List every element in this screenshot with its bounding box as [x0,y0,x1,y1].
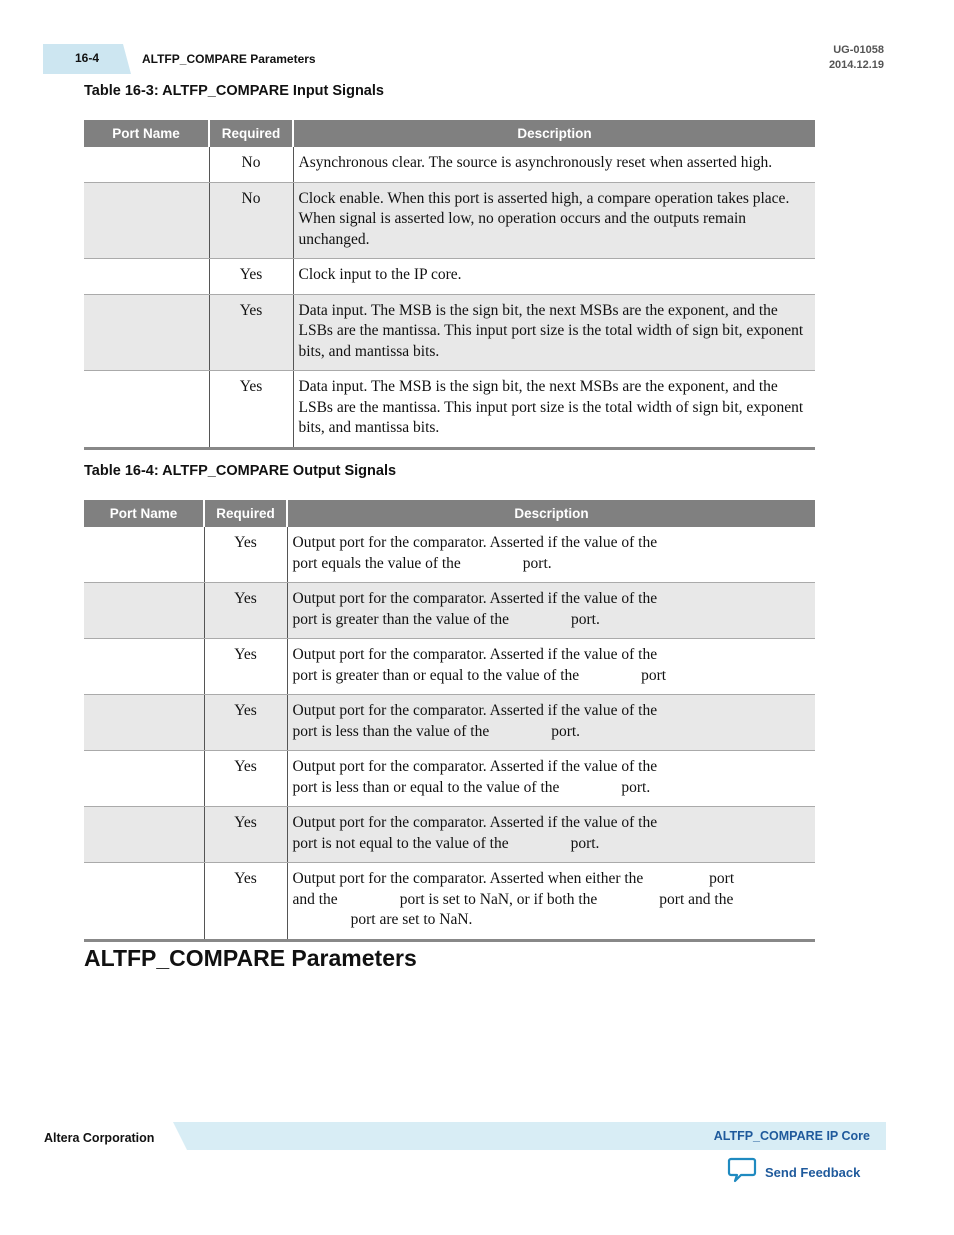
table-row [84,695,815,751]
footer-document-title: ALTFP_COMPARE IP Core [713,1129,870,1143]
description-line: port is less than the value of the port. [292,722,581,740]
speech-bubble-icon [727,1156,757,1189]
table-header-row [84,500,815,527]
page-number: 16-4 [75,51,100,65]
required-cell: Yes [209,294,293,371]
table-row [84,294,815,371]
running-header-title: ALTFP_COMPARE Parameters [142,52,316,66]
table-header-row [84,120,815,147]
description-cell: Clock enable. When this port is asserted high, a compare operation takes place. When signal is asserted low, no operation occurs and the outputs remain unchanged. [293,182,815,259]
description-line: Output port for the comparator. Asserted if the value of the [292,814,658,831]
port-name-cell [84,807,204,863]
send-feedback-label: Send Feedback [765,1164,861,1180]
port-name-cell [84,371,209,449]
output-signals-table [84,500,815,942]
port-name-cell [84,863,204,941]
table-row [84,371,815,449]
description-line: port is not equal to the value of the port. [292,834,600,852]
table-row [84,147,815,182]
description-cell [287,527,815,583]
description-cell [287,639,815,695]
table-row [84,259,815,295]
column-header-required: Required [204,500,287,527]
description-cell: Data input. The MSB is the sign bit, the next MSBs are the exponent, and the LSBs are the mantissa. This input port size is the total width of sign bit, exponent bits, and mantissa bits. [298,378,804,436]
required-cell: Yes [204,583,287,639]
input-table-caption: Table 16-3: ALTFP_COMPARE Input Signals [84,83,384,99]
description-cell [287,695,815,751]
description-line: Output port for the comparator. Asserted if the value of the [292,702,658,719]
column-header-description: Description [287,500,815,527]
description-line: port equals the value of the port. [292,554,552,572]
table-row [84,863,815,941]
description-cell: Data input. The MSB is the sign bit, the next MSBs are the exponent, and the LSBs are the mantissa. This input port size is the total width of sign bit, exponent bits, and mantissa bits. [293,294,815,371]
required-cell: Yes [204,695,287,751]
table-row [84,751,815,807]
description-line: and the port is set to NaN, or if both the port and the [292,890,734,908]
footer-company: Altera Corporation [44,1131,155,1145]
description-cell: Asynchronous clear. The source is asynchronously reset when asserted high. [293,147,815,182]
column-header-required: Required [209,120,293,147]
required-cell: No [209,147,293,182]
port-name-cell [84,527,204,583]
table-row [84,527,815,583]
description-line: Output port for the comparator. Asserted if the value of the [292,758,658,775]
description-cell [287,583,815,639]
port-name-cell [84,182,209,259]
description-cell: Clock input to the IP core. [293,259,815,295]
description-line: port is less than or equal to the value of the port. [292,778,651,796]
description-cell [287,807,815,863]
description-line: Output port for the comparator. Asserted if the value of the [292,646,658,663]
port-name-cell [84,639,204,695]
send-feedback-link[interactable] [727,1157,860,1187]
description-line: port is greater than or equal to the value of the port [292,666,667,684]
column-header-port-name: Port Name [84,500,204,527]
port-name-cell [84,695,204,751]
description-line: port are set to NaN. [292,911,473,928]
required-cell: Yes [204,751,287,807]
required-cell: Yes [204,863,287,941]
input-signals-table [84,120,815,450]
document-id: UG-01058 [833,44,884,56]
port-name-cell [84,751,204,807]
description-line: port is greater than the value of the port. [292,610,600,628]
table-row [84,639,815,695]
required-cell: Yes [209,259,293,295]
table-row [84,583,815,639]
column-header-description: Description [293,120,815,147]
description-line: Output port for the comparator. Asserted when either the port [292,870,735,887]
output-table-caption: Table 16-4: ALTFP_COMPARE Output Signals [84,463,397,479]
port-name-cell [84,259,209,295]
port-name-cell [84,583,204,639]
port-name-cell [84,147,209,182]
required-cell: Yes [204,639,287,695]
required-cell: Yes [209,371,293,449]
document-date: 2014.12.19 [828,59,884,71]
description-cell [287,863,815,941]
section-heading: ALTFP_COMPARE Parameters [84,945,417,971]
required-cell: Yes [204,527,287,583]
required-cell: Yes [204,807,287,863]
column-header-port-name: Port Name [84,120,209,147]
document-id-block [829,43,884,73]
description-cell [287,751,815,807]
port-name-cell [84,294,209,371]
required-cell: No [209,182,293,259]
table-row [84,182,815,259]
table-row [84,807,815,863]
description-line: Output port for the comparator. Asserted if the value of the [292,590,658,607]
description-line: Output port for the comparator. Asserted if the value of the [292,534,658,551]
